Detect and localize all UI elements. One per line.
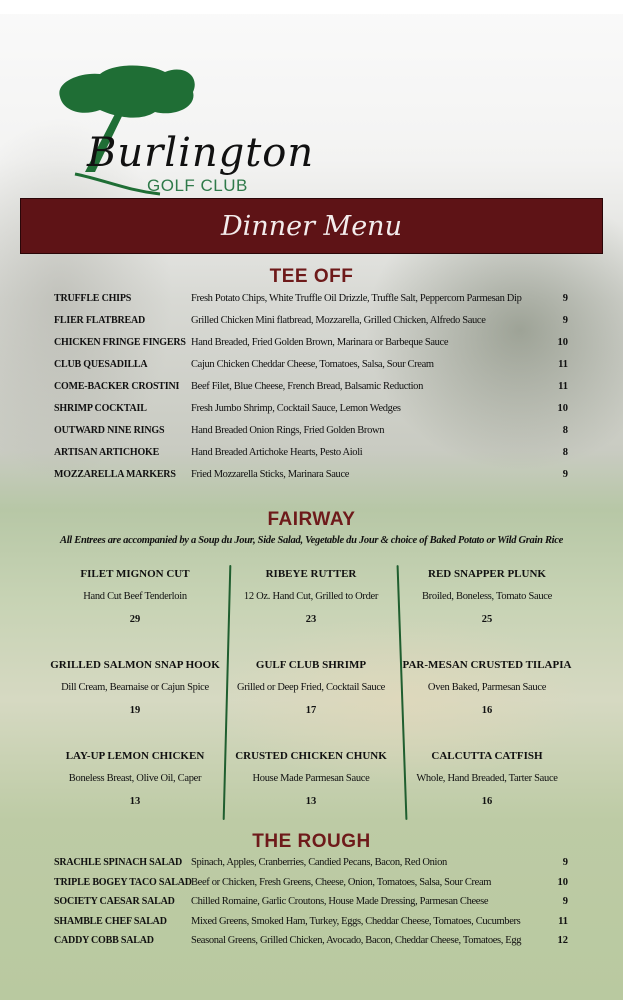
item-price: 9 (562, 293, 568, 304)
entree-description: House Made Parmesan Sauce (252, 773, 370, 784)
item-price: 11 (558, 359, 568, 370)
menu-item (54, 381, 568, 397)
item-name: TRUFFLE CHIPS (54, 293, 132, 304)
item-description: Fried Mozzarella Sticks, Marinara Sauce (191, 469, 350, 480)
entree-item (399, 659, 575, 716)
item-description: Cajun Chicken Cheddar Cheese, Tomatoes, Salsa, Sour Cream (191, 359, 434, 370)
item-description: Beef or Chicken, Fresh Greens, Cheese, Onion, Tomatoes, Salsa, Sour Cream (191, 876, 492, 888)
entree-price: 16 (481, 705, 493, 716)
item-description: Seasonal Greens, Grilled Chicken, Avocado, Bacon, Cheddar Cheese, Tomatoes, Egg (191, 935, 522, 946)
menu-item (54, 877, 568, 893)
entree-description: 12 Oz. Hand Cut, Grilled to Order (243, 591, 379, 602)
menu-title: Dinner Menu (221, 210, 402, 242)
entree-description: Hand Cut Beef Tenderloin (83, 591, 187, 602)
item-name: COME-BACKER CROSTINI (54, 381, 180, 392)
menu-item (54, 359, 568, 375)
menu-item (54, 425, 568, 441)
entree-price: 16 (481, 796, 493, 807)
item-name: SRACHLE SPINACH SALAD (54, 857, 183, 868)
item-description: Hand Breaded Artichoke Hearts, Pesto Aioli (191, 447, 363, 458)
item-price: 10 (557, 337, 568, 348)
item-name: SHRIMP COCKTAIL (54, 403, 147, 414)
entree-item (47, 568, 223, 625)
club-logo (55, 62, 315, 202)
item-description: Hand Breaded, Fried Golden Brown, Marinara or Barbeque Sauce (191, 337, 449, 348)
entree-description: Grilled or Deep Fried, Cocktail Sauce (236, 682, 386, 693)
entree-price: 25 (481, 614, 493, 625)
entree-description: Boneless Breast, Olive Oil, Caper (68, 773, 202, 784)
item-price: 11 (558, 915, 568, 927)
menu-item (54, 896, 568, 912)
item-price: 9 (562, 857, 568, 868)
item-price: 9 (562, 315, 568, 326)
item-price: 9 (562, 896, 568, 907)
entree-price: 29 (129, 614, 141, 625)
page-top-edge (0, 0, 623, 14)
entree-price: 17 (305, 705, 317, 716)
menu-item (54, 469, 568, 485)
item-description: Fresh Potato Chips, White Truffle Oil Drizzle, Truffle Salt, Peppercorn Parmesan Dip (191, 293, 522, 304)
entree-name: CRUSTED CHICKEN CHUNK (235, 750, 387, 762)
logo-subtitle: GOLF CLUB (147, 176, 248, 195)
item-description: Hand Breaded Onion Rings, Fried Golden Brown (191, 425, 385, 436)
entree-description: Whole, Hand Breaded, Tarter Sauce (416, 773, 558, 784)
item-description: Beef Filet, Blue Cheese, French Bread, Balsamic Reduction (191, 381, 423, 392)
entree-item (223, 750, 399, 807)
entree-price: 13 (129, 796, 141, 807)
item-name: SHAMBLE CHEF SALAD (54, 915, 167, 927)
item-name: FLIER FLATBREAD (54, 315, 145, 326)
entree-item (47, 750, 223, 807)
entree-item (399, 568, 575, 625)
entree-name: CALCUTTA CATFISH (431, 750, 543, 762)
entree-price: 13 (305, 796, 317, 807)
item-description: Grilled Chicken Mini flatbread, Mozzarella, Grilled Chicken, Alfredo Sauce (191, 315, 486, 326)
item-name: CHICKEN FRINGE FINGERS (54, 337, 186, 348)
item-description: Spinach, Apples, Cranberries, Candied Pecans, Bacon, Red Onion (191, 857, 447, 868)
item-name: OUTWARD NINE RINGS (54, 425, 165, 436)
item-name: TRIPLE BOGEY TACO SALAD (54, 876, 192, 888)
item-name: MOZZARELLA MARKERS (54, 469, 176, 480)
fairway-note: All Entrees are accompanied by a Soup du Jour, Side Salad, Vegetable du Jour & choice of Baked Potato or Wild Grain Rice (59, 535, 564, 546)
entree-description: Broiled, Boneless, Tomato Sauce (421, 591, 553, 602)
entree-item (399, 750, 575, 807)
item-description: Fresh Jumbo Shrimp, Cocktail Sauce, Lemon Wedges (191, 403, 401, 414)
entree-item (223, 659, 399, 716)
fairway-heading: FAIRWAY (267, 509, 356, 530)
entree-price: 19 (129, 705, 141, 716)
entree-item (223, 568, 399, 625)
entree-price: 23 (305, 614, 317, 625)
item-price: 10 (557, 876, 568, 888)
entree-name: LAY-UP LEMON CHICKEN (65, 750, 205, 762)
menu-item (54, 337, 568, 353)
item-price: 12 (557, 935, 568, 946)
item-description: Mixed Greens, Smoked Ham, Turkey, Eggs, Cheddar Cheese, Tomatoes, Cucumbers (191, 915, 521, 927)
entree-item (47, 659, 223, 716)
logo-name: Burlington (87, 130, 315, 176)
tee-off-heading: TEE OFF (269, 266, 354, 287)
entree-name: PAR-MESAN CRUSTED TILAPIA (402, 659, 572, 671)
item-name: CLUB QUESADILLA (54, 359, 148, 370)
entree-description: Dill Cream, Bearnaise or Cajun Spice (61, 682, 209, 693)
rough-heading: THE ROUGH (252, 831, 371, 852)
item-name: SOCIETY CAESAR SALAD (54, 896, 175, 907)
item-price: 8 (562, 447, 568, 458)
item-price: 8 (562, 425, 568, 436)
item-name: ARTISAN ARTICHOKE (54, 447, 160, 458)
entree-name: RIBEYE RUTTER (265, 568, 357, 580)
menu-item (54, 935, 568, 951)
menu-item (54, 293, 568, 309)
item-price: 10 (557, 403, 568, 414)
menu-item (54, 315, 568, 331)
menu-item (54, 916, 568, 932)
menu-item (54, 857, 568, 873)
entree-name: GRILLED SALMON SNAP HOOK (50, 659, 220, 671)
entree-name: GULF CLUB SHRIMP (255, 659, 367, 671)
item-price: 9 (562, 469, 568, 480)
menu-item (54, 447, 568, 463)
entree-description: Oven Baked, Parmesan Sauce (427, 682, 547, 693)
entree-name: FILET MIGNON CUT (80, 568, 190, 580)
menu-title-banner (20, 198, 603, 254)
item-description: Chilled Romaine, Garlic Croutons, House Made Dressing, Parmesan Cheese (191, 896, 489, 907)
menu-item (54, 403, 568, 419)
item-name: CADDY COBB SALAD (54, 935, 154, 946)
item-price: 11 (558, 381, 568, 392)
entree-name: RED SNAPPER PLUNK (428, 568, 546, 580)
